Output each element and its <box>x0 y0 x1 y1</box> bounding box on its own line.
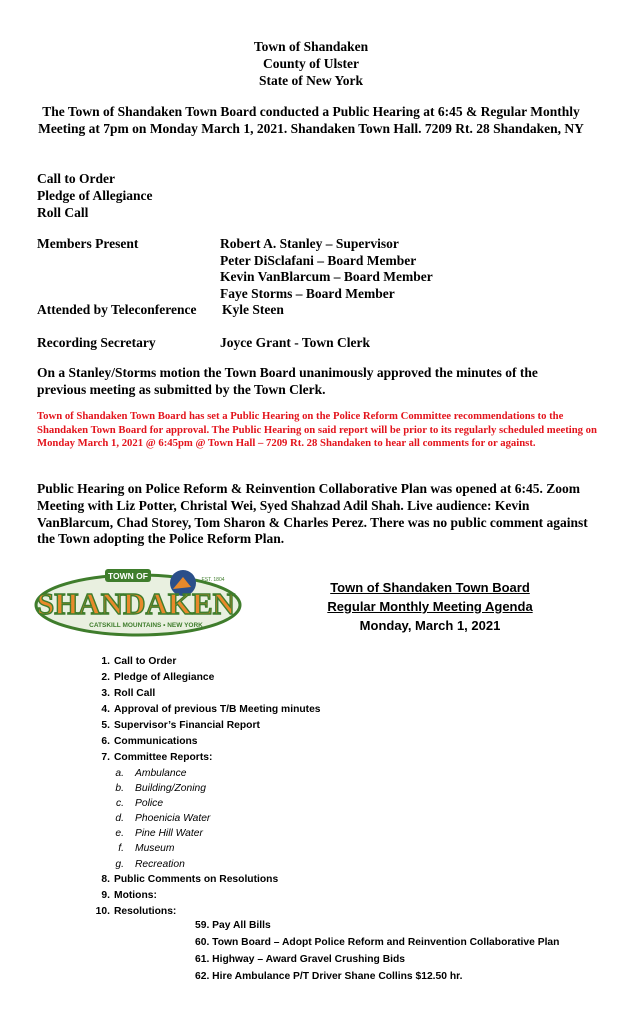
committee-report-label: Phoenicia Water <box>135 813 211 825</box>
agenda-item-label: Resolutions: <box>114 905 177 917</box>
agenda-item-number: 7. <box>101 752 110 763</box>
recording-secretary-label: Recording Secretary <box>37 335 156 350</box>
agenda-item <box>86 718 486 734</box>
committee-report-label: Museum <box>135 843 175 855</box>
committee-report-item <box>86 766 486 781</box>
header-county: County of Ulster <box>263 56 359 71</box>
committee-report-letter: e. <box>115 828 124 840</box>
member-name: Peter DiSclafani – Board Member <box>220 252 417 268</box>
agenda-item <box>86 734 486 750</box>
agenda-item-number: 5. <box>101 720 110 731</box>
minutes-motion-paragraph: On a Stanley/Storms motion the Town Board unanimously approved the minutes of the previous meeting as submitted by the Town Clerk. <box>37 365 538 397</box>
shandaken-logo <box>33 563 243 640</box>
resolution-item: 59. Pay All Bills <box>195 920 271 931</box>
member-name: Robert A. Stanley – Supervisor <box>220 236 399 251</box>
members-present-list <box>220 236 433 302</box>
committee-report-item <box>86 857 486 872</box>
resolution-item: 62. Hire Ambulance P/T Driver Shane Collins $12.50 hr. <box>195 971 463 982</box>
resolution-item: 61. Highway – Award Gravel Crushing Bids <box>195 954 406 965</box>
agenda-item-number: 1. <box>101 656 110 667</box>
committee-report-letter: c. <box>115 798 124 810</box>
logo-est-text: EST. 1804 <box>201 577 225 583</box>
members-present-label: Members Present <box>37 236 139 251</box>
committee-report-item <box>86 826 486 841</box>
agenda-item <box>86 872 486 888</box>
logo-top-text: TOWN OF <box>108 571 148 581</box>
committee-report-letter: a. <box>115 768 124 779</box>
agenda-item-label: Public Comments on Resolutions <box>114 873 279 885</box>
agenda-item-number: 9. <box>101 889 110 901</box>
public-hearing-paragraph: Public Hearing on Police Reform & Reinvention Collaborative Plan was opened at 6:45. Zoom Meeting with Liz Potter, Christal Wei, Syed Shahzad Adil Shah. Live audience: Kevin VanBlarcum, Chad Storey, Tom Sharon & Charles Perez. There was no public comment against the Town adopting the Police Reform Plan. <box>37 481 588 547</box>
resolutions-list <box>195 917 615 985</box>
agenda-item <box>86 654 486 670</box>
shandaken-logo-graphic <box>33 563 243 640</box>
agenda-item-number: 6. <box>101 736 110 747</box>
committee-report-label: Ambulance <box>135 768 187 779</box>
member-name: Faye Storms – Board Member <box>220 285 395 301</box>
agenda-item <box>86 702 486 718</box>
order-item: Call to Order <box>37 171 115 186</box>
header-town: Town of Shandaken <box>253 39 369 54</box>
public-hearing-notice: Town of Shandaken Town Board has set a Public Hearing on the Police Reform Committee recommendations to the Shandaken Town Board for approval. The Public Hearing on said report will be prior to its regularly scheduled meeting on Monday March 1, 2021 @ 6:45pm @ Town Hall – 7209 Rt. 28 Shandaken to hear all comments for or against. <box>37 410 597 449</box>
agenda-date: Monday, March 1, 2021 <box>359 618 501 633</box>
agenda-item-label: Pledge of Allegiance <box>114 672 215 683</box>
intro-paragraph: The Town of Shandaken Town Board conducted a Public Hearing at 6:45 & Regular Monthly Meeting at 7pm on Monday March 1, 2021. Shandaken Town Hall. 7209 Rt. 28 Shandaken, NY <box>38 104 584 136</box>
teleconference-name: Kyle Steen <box>222 302 284 317</box>
committee-report-label: Police <box>135 798 164 810</box>
agenda-list <box>86 654 486 920</box>
agenda-item-label: Motions: <box>114 889 157 901</box>
agenda-item-label: Approval of previous T/B Meeting minutes <box>114 704 321 715</box>
agenda-item <box>86 750 486 766</box>
recording-secretary-name: Joyce Grant - Town Clerk <box>220 335 370 350</box>
agenda-item-number: 8. <box>101 873 110 885</box>
header-state: State of New York <box>258 73 364 88</box>
agenda-item-label: Supervisor’s Financial Report <box>114 720 260 731</box>
logo-main-text: SHANDAKEN <box>36 586 236 621</box>
agenda-subtitle: Regular Monthly Meeting Agenda <box>327 599 533 614</box>
agenda-item-number: 4. <box>101 704 110 715</box>
order-item: Pledge of Allegiance <box>37 188 153 203</box>
agenda-item-label: Roll Call <box>114 688 156 699</box>
logo-bottom-text: CATSKILL MOUNTAINS • NEW YORK <box>89 622 203 629</box>
agenda-item-label: Communications <box>114 736 198 747</box>
agenda-item-label: Committee Reports: <box>114 752 213 763</box>
agenda-item <box>86 888 486 904</box>
agenda-item-number: 2. <box>101 672 110 683</box>
committee-report-item <box>86 811 486 826</box>
document-header <box>0 38 622 89</box>
resolution-item: 60. Town Board – Adopt Police Reform and Reinvention Collaborative Plan <box>195 937 560 948</box>
agenda-item <box>86 670 486 686</box>
order-item: Roll Call <box>37 205 89 220</box>
committee-report-letter: g. <box>115 858 124 870</box>
committee-report-item <box>86 781 486 796</box>
committee-report-label: Pine Hill Water <box>135 828 203 840</box>
member-name: Kevin VanBlarcum – Board Member <box>220 269 433 284</box>
committee-report-label: Building/Zoning <box>135 783 206 795</box>
committee-report-letter: b. <box>115 783 124 795</box>
agenda-item-label: Call to Order <box>114 656 177 667</box>
committee-report-letter: f. <box>118 843 124 855</box>
committee-report-item <box>86 841 486 856</box>
committee-report-item <box>86 796 486 811</box>
order-list <box>37 170 152 221</box>
committee-report-label: Recreation <box>135 858 185 870</box>
agenda-item-number: 10. <box>95 905 110 917</box>
committee-report-letter: d. <box>115 813 124 825</box>
agenda-item-number: 3. <box>101 688 110 699</box>
teleconference-label: Attended by Teleconference <box>37 302 197 317</box>
agenda-title: Town of Shandaken Town Board <box>330 580 530 595</box>
agenda-item <box>86 686 486 702</box>
agenda-header <box>270 578 590 635</box>
